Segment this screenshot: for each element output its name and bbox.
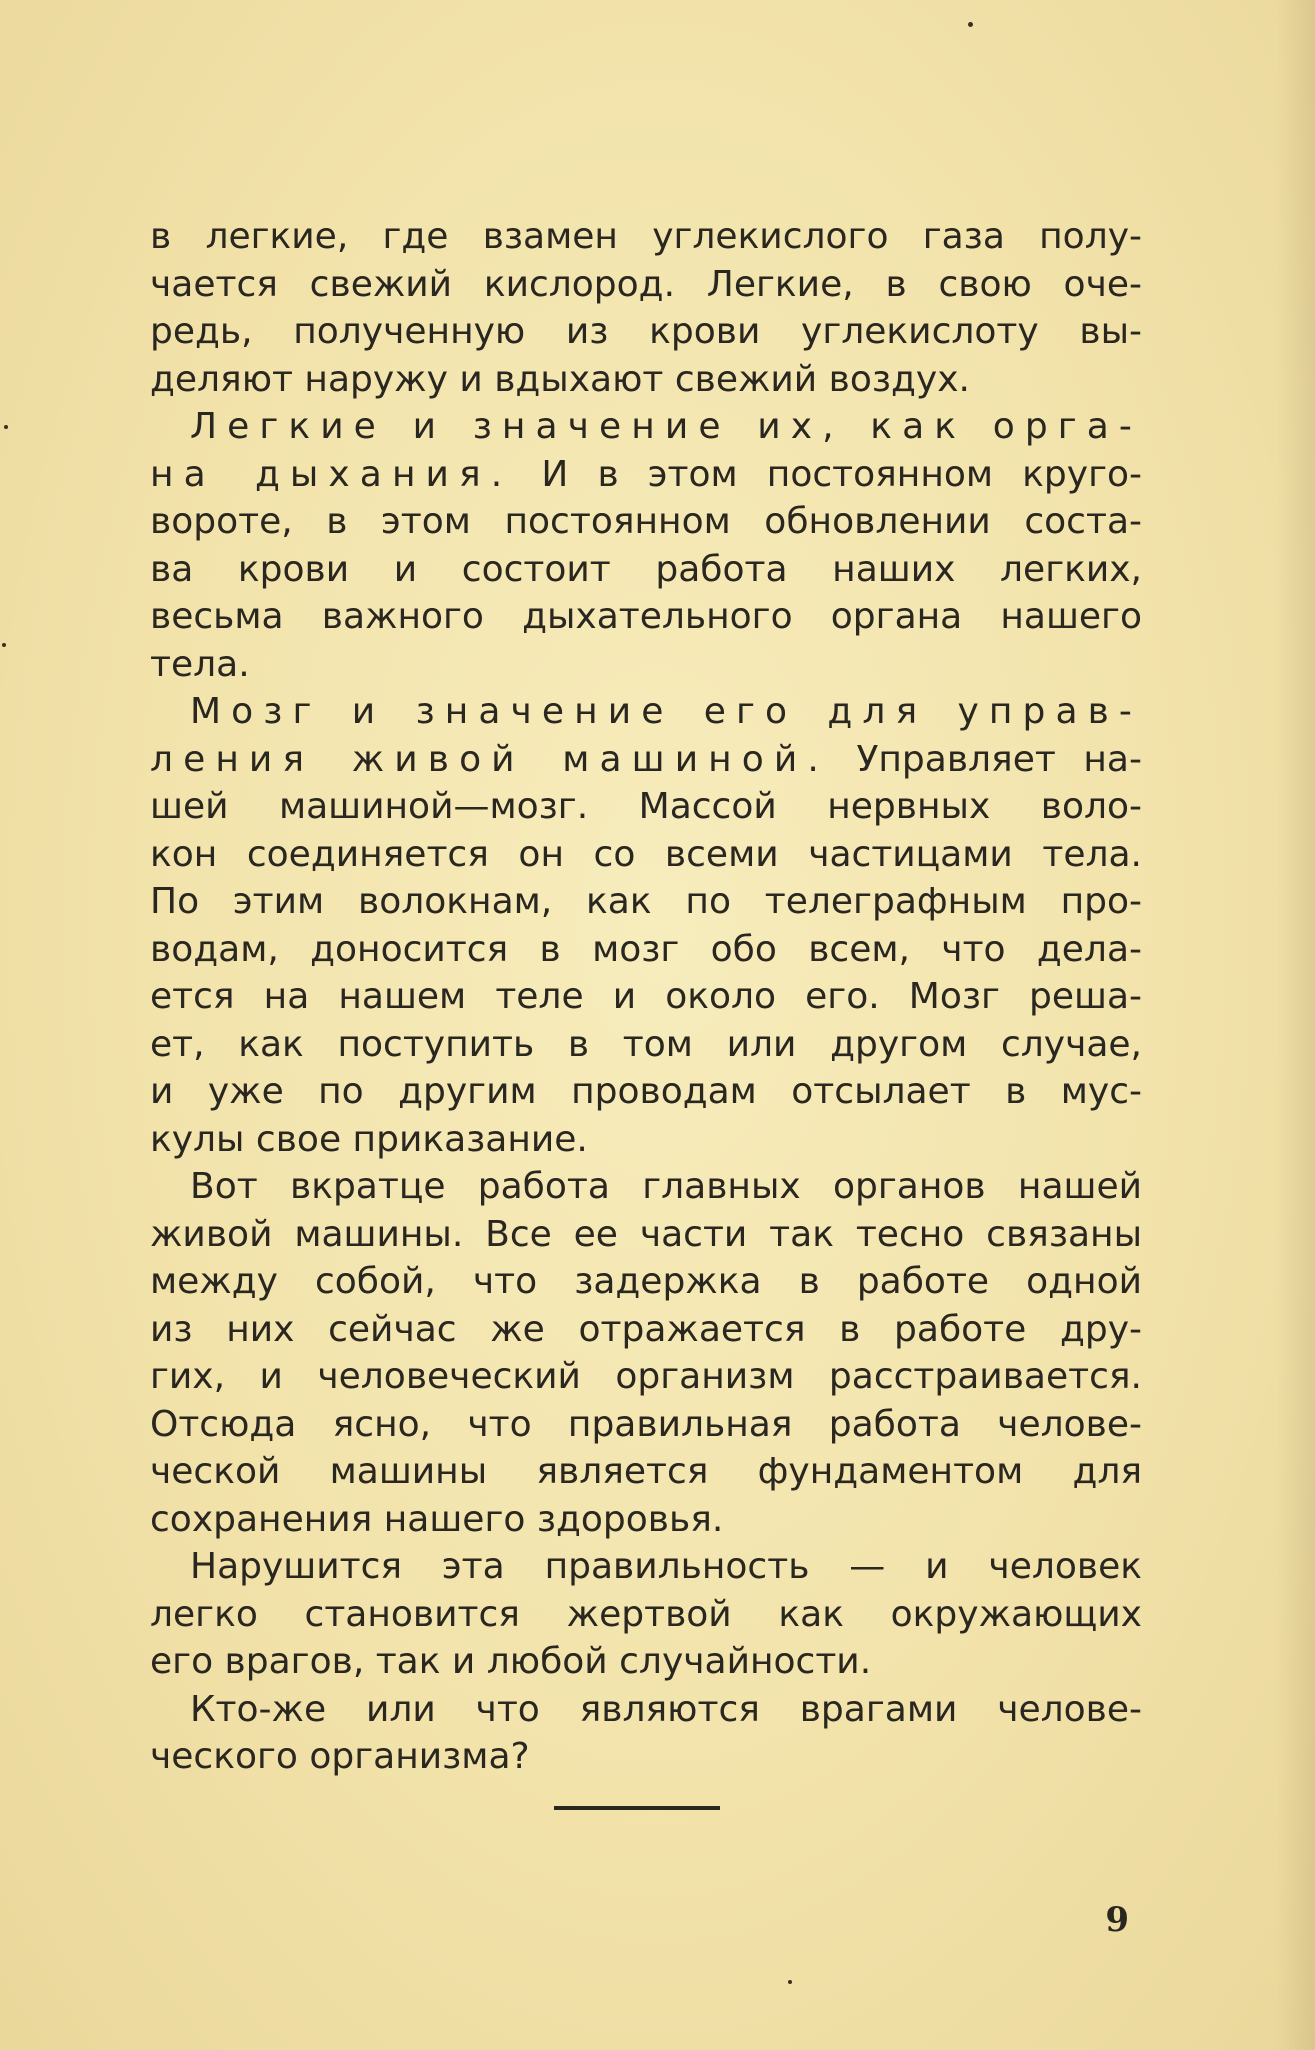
text-line: водам, доносится в мозг обо всем, что дела- — [150, 928, 1142, 970]
text-line: Отсюда ясно, что правильная работа челове- — [150, 1403, 1142, 1445]
text-line: из них сейчас же отражается в работе дру- — [150, 1308, 1142, 1350]
text-line: в легкие, где взамен углекислого газа полу- — [150, 216, 1142, 257]
text-fragment: И в этом постоянном круго- — [512, 453, 1143, 495]
section-heading-line: Легкие и значение их, как орга- — [190, 406, 1142, 447]
text-line: чается свежий кислород. Легкие, в свою оче- — [150, 263, 1142, 305]
text-line: гих, и человеческий организм расстраивается. — [150, 1356, 1142, 1397]
scan-speck — [968, 22, 973, 27]
text-line: ва крови и состоит работа наших легких, — [150, 548, 1142, 590]
section-heading-line: Мозг и значение его для управ- — [190, 691, 1142, 732]
text-line: Кто-же или что являются врагами челове- — [190, 1688, 1142, 1730]
text-fragment: Управляет на- — [828, 738, 1142, 780]
text-line: тела. — [150, 643, 250, 685]
text-line: между собой, что задержка в работе одной — [150, 1261, 1142, 1302]
text-line: кон соединяется он со всеми частицами тела. — [150, 833, 1142, 875]
text-line: Нарушится эта правильность — и человек — [190, 1546, 1142, 1587]
text-line: его врагов, так и любой случайности. — [150, 1641, 872, 1682]
text-line: легко становится жертвой как окружающих — [150, 1593, 1142, 1635]
scan-speck — [4, 425, 8, 429]
text-line: По этим волокнам, как по телеграфным про- — [150, 881, 1142, 922]
section-end-rule — [554, 1806, 720, 1810]
scan-speck — [788, 1980, 792, 1984]
text-line: редь, полученную из крови углекислоту вы- — [150, 311, 1142, 352]
text-line — [150, 451, 1142, 499]
text-line: ет, как поступить в том или другом случае, — [150, 1023, 1142, 1065]
text-line: шей машиной—мозг. Массой нервных воло- — [150, 786, 1142, 827]
text-line: живой машины. Все ее части так тесно связаны — [150, 1213, 1142, 1255]
scan-speck — [2, 643, 6, 647]
text-line: кулы свое приказание. — [150, 1118, 588, 1160]
text-line: Вот вкратце работа главных органов нашей — [190, 1166, 1142, 1207]
section-heading: на дыхания. — [150, 453, 513, 495]
text-line: вороте, в этом постоянном обновлении соста- — [150, 501, 1142, 542]
text-line: весьма важного дыхательного органа нашего — [150, 596, 1142, 637]
text-line — [150, 736, 1142, 784]
text-line: и уже по другим проводам отсылает в мус- — [150, 1071, 1142, 1112]
text-line: ческого организма? — [150, 1736, 530, 1777]
text-line: деляют наружу и вдыхают свежий воздух. — [150, 358, 970, 400]
page-number: 9 — [1105, 1900, 1129, 1940]
section-heading: ления живой машиной. — [150, 738, 829, 780]
body-text — [150, 213, 1142, 1781]
text-line: ется на нашем теле и около его. Мозг реша- — [150, 976, 1142, 1017]
text-line: ческой машины является фундаментом для — [150, 1451, 1142, 1492]
text-line: сохранения нашего здоровья. — [150, 1498, 724, 1540]
